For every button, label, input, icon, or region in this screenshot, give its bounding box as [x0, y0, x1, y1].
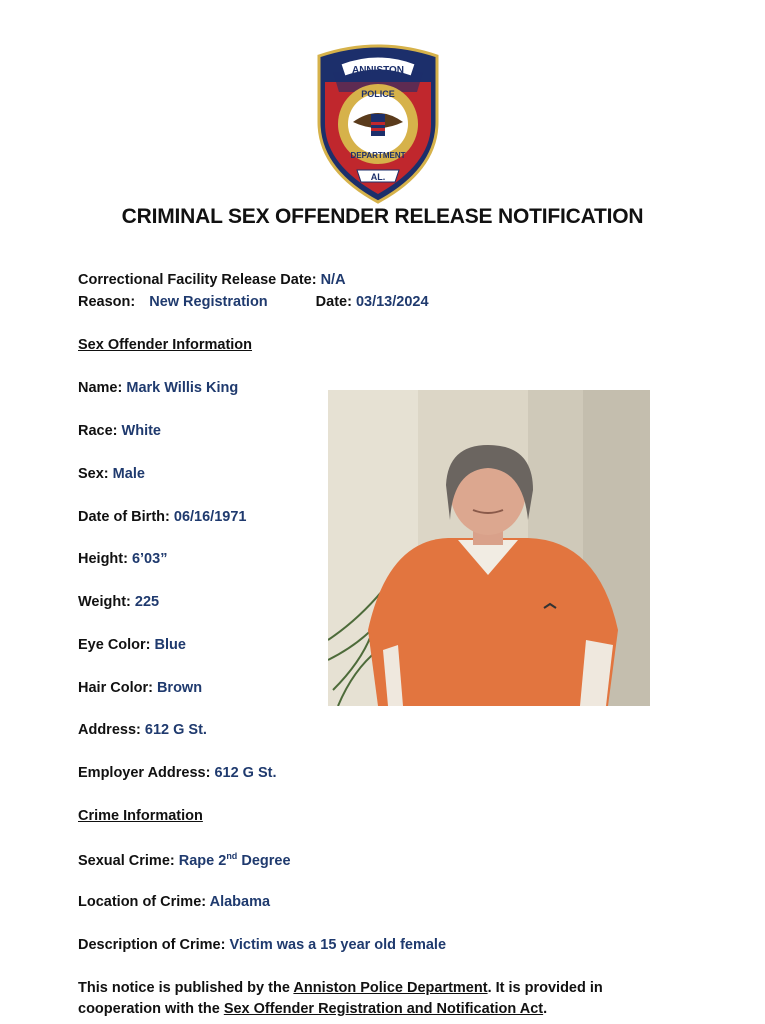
- race-field: Race: White: [78, 423, 161, 439]
- release-date-line: Correctional Facility Release Date: N/A: [78, 272, 346, 288]
- offender-section-heading: Sex Offender Information: [78, 337, 253, 353]
- police-department-link[interactable]: Anniston Police Department: [293, 980, 488, 996]
- name-field: Name: Mark Willis King: [78, 380, 239, 396]
- crime-description-field: Description of Crime: Victim was a 15 year old female: [78, 937, 447, 953]
- height-field: Height: 6’03”: [78, 551, 168, 567]
- sex-field: Sex: Male: [78, 466, 145, 482]
- notice-line-1: This notice is published by the Anniston Police Department. It is provided in: [78, 980, 603, 996]
- svg-text:DEPARTMENT: DEPARTMENT: [350, 151, 406, 160]
- weight-field: Weight: 225: [78, 594, 160, 610]
- reason-date-line: Reason: New Registration Date: 03/13/2024: [78, 294, 429, 310]
- svg-text:ANNISTON: ANNISTON: [351, 65, 405, 76]
- sexual-crime-field: Sexual Crime: Rape 2nd Degree: [78, 851, 291, 869]
- address-field: Address: 612 G St.: [78, 722, 207, 738]
- offender-photo: [328, 390, 650, 706]
- crime-location-field: Location of Crime: Alabama: [78, 894, 271, 910]
- page-title: CRIMINAL SEX OFFENDER RELEASE NOTIFICATION: [121, 205, 644, 228]
- notice-line-2: cooperation with the Sex Offender Registration and Notification Act.: [78, 1001, 548, 1017]
- police-badge-logo: [313, 42, 443, 204]
- crime-section-heading: Crime Information: [78, 808, 203, 824]
- sorna-link[interactable]: Sex Offender Registration and Notification Act: [223, 1001, 544, 1017]
- eye-color-field: Eye Color: Blue: [78, 637, 186, 653]
- svg-text:AL.: AL.: [370, 172, 386, 182]
- svg-text:POLICE: POLICE: [361, 89, 395, 99]
- employer-address-field: Employer Address: 612 G St.: [78, 765, 277, 781]
- hair-color-field: Hair Color: Brown: [78, 680, 203, 696]
- dob-field: Date of Birth: 06/16/1971: [78, 509, 247, 525]
